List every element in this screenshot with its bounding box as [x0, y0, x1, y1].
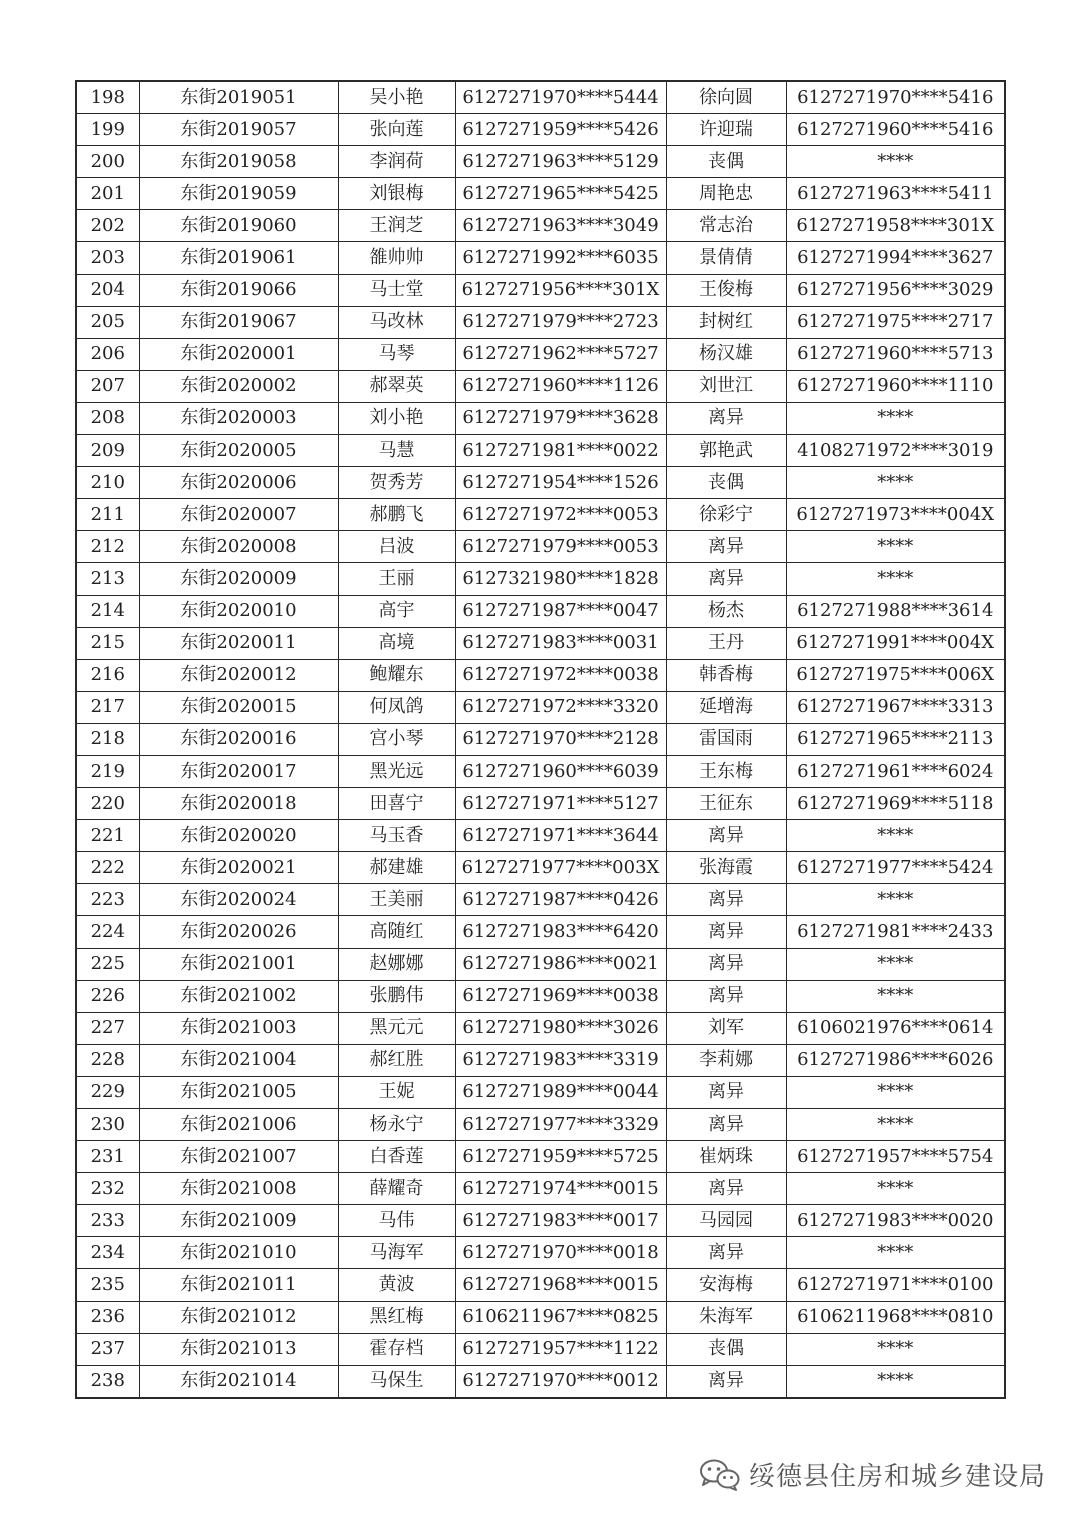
record-code-cell: 东街2020024: [139, 884, 338, 916]
record-code-cell: 东街2020008: [139, 531, 338, 563]
table-row: [76, 691, 1005, 723]
applicant-name-cell: 马改林: [338, 306, 455, 338]
applicant-id-cell: 6127271959****5426: [455, 114, 666, 146]
table-row: [76, 595, 1005, 627]
spouse-name-cell: 离异: [666, 1237, 786, 1269]
spouse-name-cell: 封树红: [666, 306, 786, 338]
row-number-cell: 198: [76, 81, 139, 114]
spouse-id-cell: 6127271969****5118: [786, 788, 1005, 820]
row-number-cell: 223: [76, 884, 139, 916]
table-row: [76, 338, 1005, 370]
spouse-id-cell: 6127271957****5754: [786, 1141, 1005, 1173]
applicant-id-cell: 6127271972****3320: [455, 691, 666, 723]
applicant-id-cell: 6127271960****6039: [455, 755, 666, 787]
record-code-cell: 东街2019057: [139, 114, 338, 146]
applicant-id-cell: 6127271965****5425: [455, 178, 666, 210]
spouse-id-cell: 6127271991****004X: [786, 627, 1005, 659]
table-row: [76, 1173, 1005, 1205]
table-row: [76, 1109, 1005, 1141]
spouse-name-cell: 郭艳武: [666, 435, 786, 467]
table-row: [76, 114, 1005, 146]
record-code-cell: 东街2021001: [139, 948, 338, 980]
applicant-name-cell: 郝鹏飞: [338, 499, 455, 531]
row-number-cell: 215: [76, 627, 139, 659]
spouse-name-cell: 离异: [666, 402, 786, 434]
applicant-name-cell: 吕波: [338, 531, 455, 563]
applicant-name-cell: 高境: [338, 627, 455, 659]
applicant-name-cell: 郝翠英: [338, 370, 455, 402]
spouse-name-cell: 马园园: [666, 1205, 786, 1237]
spouse-name-cell: 刘世江: [666, 370, 786, 402]
row-number-cell: 236: [76, 1301, 139, 1333]
record-code-cell: 东街2019067: [139, 306, 338, 338]
applicant-id-cell: 6127271977****3329: [455, 1109, 666, 1141]
applicant-id-cell: 6127271979****0053: [455, 531, 666, 563]
table-body: [76, 81, 1005, 1398]
applicant-id-cell: 6127271970****2128: [455, 723, 666, 755]
row-number-cell: 230: [76, 1109, 139, 1141]
spouse-name-cell: 离异: [666, 916, 786, 948]
applicant-id-cell: 6127271959****5725: [455, 1141, 666, 1173]
spouse-id-cell: 6127271971****0100: [786, 1269, 1005, 1301]
spouse-name-cell: 离异: [666, 884, 786, 916]
applicant-id-cell: 6127271956****301X: [455, 274, 666, 306]
spouse-id-cell: 6127271983****0020: [786, 1205, 1005, 1237]
record-code-cell: 东街2019051: [139, 81, 338, 114]
table-row: [76, 274, 1005, 306]
spouse-id-cell: ****: [786, 146, 1005, 178]
row-number-cell: 214: [76, 595, 139, 627]
row-number-cell: 234: [76, 1237, 139, 1269]
applicant-id-cell: 6127271977****003X: [455, 852, 666, 884]
table-row: [76, 916, 1005, 948]
applicant-id-cell: 6127271979****3628: [455, 402, 666, 434]
spouse-id-cell: 6127271970****5416: [786, 81, 1005, 114]
record-code-cell: 东街2021002: [139, 980, 338, 1012]
applicant-name-cell: 王美丽: [338, 884, 455, 916]
spouse-name-cell: 丧偶: [666, 467, 786, 499]
applicant-name-cell: 黄波: [338, 1269, 455, 1301]
record-code-cell: 东街2020018: [139, 788, 338, 820]
row-number-cell: 203: [76, 242, 139, 274]
spouse-name-cell: 杨汉雄: [666, 338, 786, 370]
table-row: [76, 627, 1005, 659]
spouse-id-cell: ****: [786, 1333, 1005, 1365]
spouse-id-cell: 6106021976****0614: [786, 1012, 1005, 1044]
table-row: [76, 1269, 1005, 1301]
spouse-name-cell: 丧偶: [666, 1333, 786, 1365]
row-number-cell: 212: [76, 531, 139, 563]
row-number-cell: 225: [76, 948, 139, 980]
row-number-cell: 226: [76, 980, 139, 1012]
row-number-cell: 237: [76, 1333, 139, 1365]
spouse-name-cell: 周艳忠: [666, 178, 786, 210]
record-code-cell: 东街2020012: [139, 659, 338, 691]
row-number-cell: 229: [76, 1076, 139, 1108]
applicant-name-cell: 王润芝: [338, 210, 455, 242]
spouse-name-cell: 离异: [666, 820, 786, 852]
row-number-cell: 205: [76, 306, 139, 338]
record-code-cell: 东街2021004: [139, 1044, 338, 1076]
record-code-cell: 东街2019059: [139, 178, 338, 210]
spouse-id-cell: 6127271961****6024: [786, 755, 1005, 787]
row-number-cell: 208: [76, 402, 139, 434]
spouse-id-cell: 6127271965****2113: [786, 723, 1005, 755]
spouse-name-cell: 刘军: [666, 1012, 786, 1044]
table-row: [76, 531, 1005, 563]
spouse-name-cell: 雷国雨: [666, 723, 786, 755]
table-row: [76, 1333, 1005, 1365]
table-row: [76, 81, 1005, 114]
spouse-id-cell: 6127271994****3627: [786, 242, 1005, 274]
spouse-id-cell: ****: [786, 1109, 1005, 1141]
spouse-id-cell: ****: [786, 1173, 1005, 1205]
applicant-id-cell: 6127271972****0038: [455, 659, 666, 691]
applicant-name-cell: 何凤鸽: [338, 691, 455, 723]
record-code-cell: 东街2019058: [139, 146, 338, 178]
record-table: [75, 80, 1006, 1399]
table-row: [76, 884, 1005, 916]
spouse-name-cell: 李莉娜: [666, 1044, 786, 1076]
spouse-id-cell: 6127271981****2433: [786, 916, 1005, 948]
spouse-name-cell: 安海梅: [666, 1269, 786, 1301]
row-number-cell: 232: [76, 1173, 139, 1205]
table-row: [76, 499, 1005, 531]
record-code-cell: 东街2019061: [139, 242, 338, 274]
spouse-id-cell: ****: [786, 402, 1005, 434]
spouse-name-cell: 杨杰: [666, 595, 786, 627]
spouse-id-cell: ****: [786, 563, 1005, 595]
applicant-name-cell: 鲍耀东: [338, 659, 455, 691]
applicant-name-cell: 刘小艳: [338, 402, 455, 434]
applicant-id-cell: 6127271981****0022: [455, 435, 666, 467]
table-row: [76, 1301, 1005, 1333]
row-number-cell: 199: [76, 114, 139, 146]
applicant-name-cell: 高宇: [338, 595, 455, 627]
spouse-id-cell: ****: [786, 531, 1005, 563]
applicant-id-cell: 6127271954****1526: [455, 467, 666, 499]
applicant-name-cell: 雒帅帅: [338, 242, 455, 274]
spouse-id-cell: 6106211968****0810: [786, 1301, 1005, 1333]
applicant-name-cell: 马海军: [338, 1237, 455, 1269]
applicant-name-cell: 马保生: [338, 1365, 455, 1398]
spouse-id-cell: 6127271967****3313: [786, 691, 1005, 723]
table-row: [76, 178, 1005, 210]
applicant-id-cell: 6127271992****6035: [455, 242, 666, 274]
applicant-name-cell: 黑元元: [338, 1012, 455, 1044]
applicant-id-cell: 6127271957****1122: [455, 1333, 666, 1365]
applicant-id-cell: 6127271971****5127: [455, 788, 666, 820]
applicant-name-cell: 刘银梅: [338, 178, 455, 210]
spouse-name-cell: 离异: [666, 563, 786, 595]
row-number-cell: 209: [76, 435, 139, 467]
record-code-cell: 东街2019060: [139, 210, 338, 242]
record-code-cell: 东街2021013: [139, 1333, 338, 1365]
table-row: [76, 1237, 1005, 1269]
row-number-cell: 211: [76, 499, 139, 531]
record-code-cell: 东街2020017: [139, 755, 338, 787]
record-code-cell: 东街2020026: [139, 916, 338, 948]
row-number-cell: 217: [76, 691, 139, 723]
applicant-name-cell: 霍存档: [338, 1333, 455, 1365]
table-row: [76, 980, 1005, 1012]
applicant-id-cell: 6127271963****5129: [455, 146, 666, 178]
spouse-name-cell: 离异: [666, 1109, 786, 1141]
applicant-name-cell: 黑红梅: [338, 1301, 455, 1333]
spouse-id-cell: ****: [786, 1365, 1005, 1398]
spouse-name-cell: 徐向圆: [666, 81, 786, 114]
table-row: [76, 723, 1005, 755]
record-code-cell: 东街2021005: [139, 1076, 338, 1108]
record-code-cell: 东街2021003: [139, 1012, 338, 1044]
applicant-name-cell: 张向莲: [338, 114, 455, 146]
applicant-name-cell: 郝建雄: [338, 852, 455, 884]
applicant-name-cell: 白香莲: [338, 1141, 455, 1173]
record-code-cell: 东街2021007: [139, 1141, 338, 1173]
spouse-id-cell: ****: [786, 948, 1005, 980]
record-code-cell: 东街2021009: [139, 1205, 338, 1237]
applicant-id-cell: 6127271968****0015: [455, 1269, 666, 1301]
watermark-text: 绥德县住房和城乡建设局: [748, 1462, 1046, 1492]
table-row: [76, 852, 1005, 884]
row-number-cell: 213: [76, 563, 139, 595]
spouse-id-cell: 6127271975****2717: [786, 306, 1005, 338]
row-number-cell: 235: [76, 1269, 139, 1301]
spouse-name-cell: 朱海军: [666, 1301, 786, 1333]
row-number-cell: 227: [76, 1012, 139, 1044]
table-row: [76, 1012, 1005, 1044]
applicant-id-cell: 6127271983****6420: [455, 916, 666, 948]
spouse-name-cell: 离异: [666, 948, 786, 980]
applicant-id-cell: 6127271989****0044: [455, 1076, 666, 1108]
spouse-id-cell: ****: [786, 1237, 1005, 1269]
spouse-id-cell: 4108271972****3019: [786, 435, 1005, 467]
spouse-id-cell: 6127271975****006X: [786, 659, 1005, 691]
spouse-id-cell: 6127271960****5416: [786, 114, 1005, 146]
row-number-cell: 224: [76, 916, 139, 948]
row-number-cell: 221: [76, 820, 139, 852]
row-number-cell: 204: [76, 274, 139, 306]
spouse-name-cell: 常志治: [666, 210, 786, 242]
record-code-cell: 东街2021008: [139, 1173, 338, 1205]
table-row: [76, 659, 1005, 691]
wechat-icon: [699, 1458, 741, 1492]
spouse-id-cell: ****: [786, 884, 1005, 916]
record-code-cell: 东街2020001: [139, 338, 338, 370]
spouse-id-cell: 6127271963****5411: [786, 178, 1005, 210]
applicant-name-cell: 黑光远: [338, 755, 455, 787]
record-code-cell: 东街2021012: [139, 1301, 338, 1333]
applicant-id-cell: 6127271963****3049: [455, 210, 666, 242]
row-number-cell: 210: [76, 467, 139, 499]
spouse-id-cell: 6127271986****6026: [786, 1044, 1005, 1076]
record-code-cell: 东街2020015: [139, 691, 338, 723]
spouse-name-cell: 延增海: [666, 691, 786, 723]
table-row: [76, 402, 1005, 434]
applicant-id-cell: 6127271987****0426: [455, 884, 666, 916]
applicant-name-cell: 马玉香: [338, 820, 455, 852]
table-row: [76, 788, 1005, 820]
applicant-name-cell: 李润荷: [338, 146, 455, 178]
applicant-id-cell: 6127271960****1126: [455, 370, 666, 402]
applicant-name-cell: 王丽: [338, 563, 455, 595]
spouse-id-cell: 6127271960****5713: [786, 338, 1005, 370]
row-number-cell: 238: [76, 1365, 139, 1398]
row-number-cell: 222: [76, 852, 139, 884]
spouse-name-cell: 离异: [666, 1076, 786, 1108]
spouse-name-cell: 徐彩宁: [666, 499, 786, 531]
row-number-cell: 207: [76, 370, 139, 402]
table-row: [76, 948, 1005, 980]
spouse-id-cell: 6127271960****1110: [786, 370, 1005, 402]
row-number-cell: 219: [76, 755, 139, 787]
record-code-cell: 东街2021006: [139, 1109, 338, 1141]
record-code-cell: 东街2020020: [139, 820, 338, 852]
applicant-id-cell: 6127271983****3319: [455, 1044, 666, 1076]
spouse-name-cell: 离异: [666, 1173, 786, 1205]
applicant-name-cell: 薛耀奇: [338, 1173, 455, 1205]
spouse-id-cell: 6127271973****004X: [786, 499, 1005, 531]
row-number-cell: 202: [76, 210, 139, 242]
record-code-cell: 东街2020011: [139, 627, 338, 659]
applicant-name-cell: 王妮: [338, 1076, 455, 1108]
applicant-id-cell: 6127271983****0017: [455, 1205, 666, 1237]
spouse-name-cell: 离异: [666, 1365, 786, 1398]
applicant-id-cell: 6127271970****0012: [455, 1365, 666, 1398]
applicant-id-cell: 6127271970****5444: [455, 81, 666, 114]
table-row: [76, 1076, 1005, 1108]
table-row: [76, 467, 1005, 499]
table-row: [76, 370, 1005, 402]
record-code-cell: 东街2020010: [139, 595, 338, 627]
table-row: [76, 1141, 1005, 1173]
table-row: [76, 1365, 1005, 1398]
table-row: [76, 563, 1005, 595]
record-code-cell: 东街2020016: [139, 723, 338, 755]
record-code-cell: 东街2020006: [139, 467, 338, 499]
spouse-id-cell: ****: [786, 980, 1005, 1012]
table-row: [76, 1044, 1005, 1076]
applicant-id-cell: 6127271987****0047: [455, 595, 666, 627]
record-code-cell: 东街2019066: [139, 274, 338, 306]
applicant-id-cell: 6127271980****3026: [455, 1012, 666, 1044]
row-number-cell: 216: [76, 659, 139, 691]
row-number-cell: 233: [76, 1205, 139, 1237]
row-number-cell: 231: [76, 1141, 139, 1173]
table-row: [76, 1205, 1005, 1237]
spouse-name-cell: 离异: [666, 980, 786, 1012]
applicant-name-cell: 张鹏伟: [338, 980, 455, 1012]
spouse-id-cell: 6127271977****5424: [786, 852, 1005, 884]
spouse-id-cell: ****: [786, 820, 1005, 852]
applicant-id-cell: 6127271969****0038: [455, 980, 666, 1012]
spouse-name-cell: 许迎瑞: [666, 114, 786, 146]
record-code-cell: 东街2020002: [139, 370, 338, 402]
applicant-name-cell: 高随红: [338, 916, 455, 948]
applicant-name-cell: 马琴: [338, 338, 455, 370]
applicant-id-cell: 6127271972****0053: [455, 499, 666, 531]
spouse-name-cell: 王征东: [666, 788, 786, 820]
applicant-name-cell: 宫小琴: [338, 723, 455, 755]
table-row: [76, 146, 1005, 178]
record-code-cell: 东街2020003: [139, 402, 338, 434]
applicant-id-cell: 6106211967****0825: [455, 1301, 666, 1333]
spouse-name-cell: 王东梅: [666, 755, 786, 787]
record-code-cell: 东街2020009: [139, 563, 338, 595]
spouse-name-cell: 崔炳珠: [666, 1141, 786, 1173]
row-number-cell: 201: [76, 178, 139, 210]
applicant-name-cell: 杨永宁: [338, 1109, 455, 1141]
applicant-id-cell: 6127271974****0015: [455, 1173, 666, 1205]
applicant-name-cell: 马士堂: [338, 274, 455, 306]
spouse-id-cell: 6127271988****3614: [786, 595, 1005, 627]
row-number-cell: 218: [76, 723, 139, 755]
record-code-cell: 东街2020021: [139, 852, 338, 884]
record-code-cell: 东街2021011: [139, 1269, 338, 1301]
record-code-cell: 东街2021010: [139, 1237, 338, 1269]
row-number-cell: 200: [76, 146, 139, 178]
spouse-name-cell: 韩香梅: [666, 659, 786, 691]
spouse-name-cell: 丧偶: [666, 146, 786, 178]
applicant-name-cell: 贺秀芳: [338, 467, 455, 499]
applicant-name-cell: 田喜宁: [338, 788, 455, 820]
watermark: [699, 1456, 1046, 1493]
applicant-id-cell: 6127271970****0018: [455, 1237, 666, 1269]
spouse-id-cell: 6127271958****301X: [786, 210, 1005, 242]
record-code-cell: 东街2021014: [139, 1365, 338, 1398]
row-number-cell: 220: [76, 788, 139, 820]
table-row: [76, 435, 1005, 467]
spouse-id-cell: ****: [786, 1076, 1005, 1108]
table-row: [76, 755, 1005, 787]
applicant-id-cell: 6127271962****5727: [455, 338, 666, 370]
spouse-name-cell: 王丹: [666, 627, 786, 659]
table-row: [76, 210, 1005, 242]
applicant-id-cell: 6127271983****0031: [455, 627, 666, 659]
record-code-cell: 东街2020007: [139, 499, 338, 531]
applicant-name-cell: 吴小艳: [338, 81, 455, 114]
applicant-id-cell: 6127271979****2723: [455, 306, 666, 338]
spouse-id-cell: ****: [786, 467, 1005, 499]
applicant-name-cell: 马伟: [338, 1205, 455, 1237]
row-number-cell: 228: [76, 1044, 139, 1076]
table-row: [76, 242, 1005, 274]
spouse-name-cell: 王俊梅: [666, 274, 786, 306]
spouse-id-cell: 6127271956****3029: [786, 274, 1005, 306]
record-code-cell: 东街2020005: [139, 435, 338, 467]
applicant-name-cell: 马慧: [338, 435, 455, 467]
applicant-name-cell: 郝红胜: [338, 1044, 455, 1076]
table-row: [76, 820, 1005, 852]
spouse-name-cell: 景倩倩: [666, 242, 786, 274]
row-number-cell: 206: [76, 338, 139, 370]
applicant-name-cell: 赵娜娜: [338, 948, 455, 980]
applicant-id-cell: 6127321980****1828: [455, 563, 666, 595]
applicant-id-cell: 6127271971****3644: [455, 820, 666, 852]
table-row: [76, 306, 1005, 338]
applicant-id-cell: 6127271986****0021: [455, 948, 666, 980]
spouse-name-cell: 张海霞: [666, 852, 786, 884]
spouse-name-cell: 离异: [666, 531, 786, 563]
